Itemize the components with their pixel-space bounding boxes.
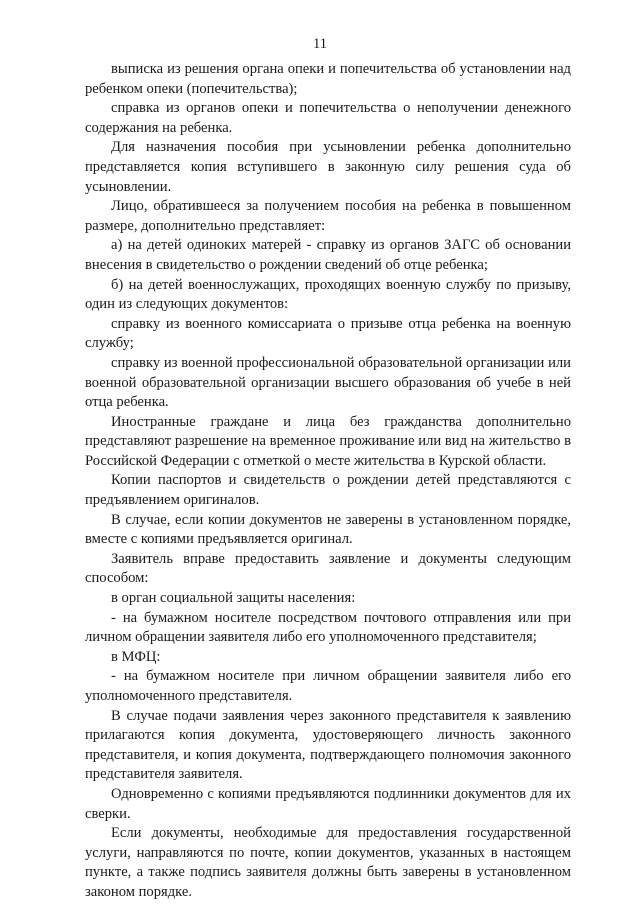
paragraph-mfc: в МФЦ: <box>111 648 161 665</box>
paragraph-mail-certification: Если документы, необходимые для предоставления государственной услуги, направляются по почте, копии документов, указанных в настоящем пункте, а также подпись заявителя должны быть заверены в установленном законом порядке. <box>85 825 571 900</box>
paragraph-military-commissariat: справку из военного комиссариата о призыве отца ребенка на военную службу; <box>85 315 571 352</box>
paragraph-foreign-citizens: Иностранные граждане и лица без гражданства дополнительно представляют разрешение на временное проживание или вид на жительство в Российской Федерации с отметкой о месте жительства в Курской области. <box>85 413 571 469</box>
paragraph-submission-methods: Заявитель вправе предоставить заявление и документы следующим способом: <box>85 550 571 587</box>
paragraph-adoption-court-decision: Для назначения пособия при усыновлении ребенка дополнительно представляется копия вступившего в законную силу решения суда об усыновлении. <box>85 139 571 195</box>
paragraph-military-children: б) на детей военнослужащих, проходящих военную службу по призыву, один из следующих документов: <box>85 276 571 313</box>
paragraph-uncertified-copies: В случае, если копии документов не заверены в установленном порядке, вместе с копиями предъявляется оригинал. <box>85 511 571 548</box>
paragraph-paper-mail-or-personal: - на бумажном носителе посредством почтового отправления или при личном обращении заявителя либо его уполномоченного представителя; <box>85 609 571 646</box>
paragraph-guardianship-no-allowance: справка из органов опеки и попечительства о неполучении денежного содержания на ребенка. <box>85 100 571 136</box>
paragraph-passport-copies: Копии паспортов и свидетельств о рождении детей представляются с предъявлением оригиналов. <box>85 472 571 509</box>
paragraph-originals-verification: Одновременно с копиями предъявляются подлинники документов для их сверки. <box>85 785 571 822</box>
document-body <box>85 60 571 903</box>
paragraph-military-education: справку из военной профессиональной образовательной организации или военной образовательной организации высшего образования об учебе в ней отца ребенка. <box>85 354 571 411</box>
paragraph-social-protection-body: в орган социальной защиты населения: <box>111 590 356 607</box>
paragraph-increased-allowance-intro: Лицо, обратившееся за получением пособия на ребенка в повышенном размере, дополнительно представляет: <box>85 198 571 234</box>
paragraph-single-mothers: а) на детей одиноких матерей - справку из органов ЗАГС об основании внесения в свидетельство о рождении сведений об отце ребенка; <box>85 237 571 273</box>
page-number: 11 <box>313 36 327 52</box>
paragraph-legal-representative: В случае подачи заявления через законного представителя к заявлению прилагаются копия документа, удостоверяющего личность законного представителя, и копия документа, подтверждающего полномочия законного представителя заявителя. <box>85 707 571 783</box>
paragraph-guardianship-decision-extract: выписка из решения органа опеки и попечительства об установлении над ребенком опеки (попечительства); <box>85 61 571 97</box>
paragraph-mfc-paper-personal: - на бумажном носителе при личном обращении заявителя либо его уполномоченного представителя. <box>85 668 571 704</box>
